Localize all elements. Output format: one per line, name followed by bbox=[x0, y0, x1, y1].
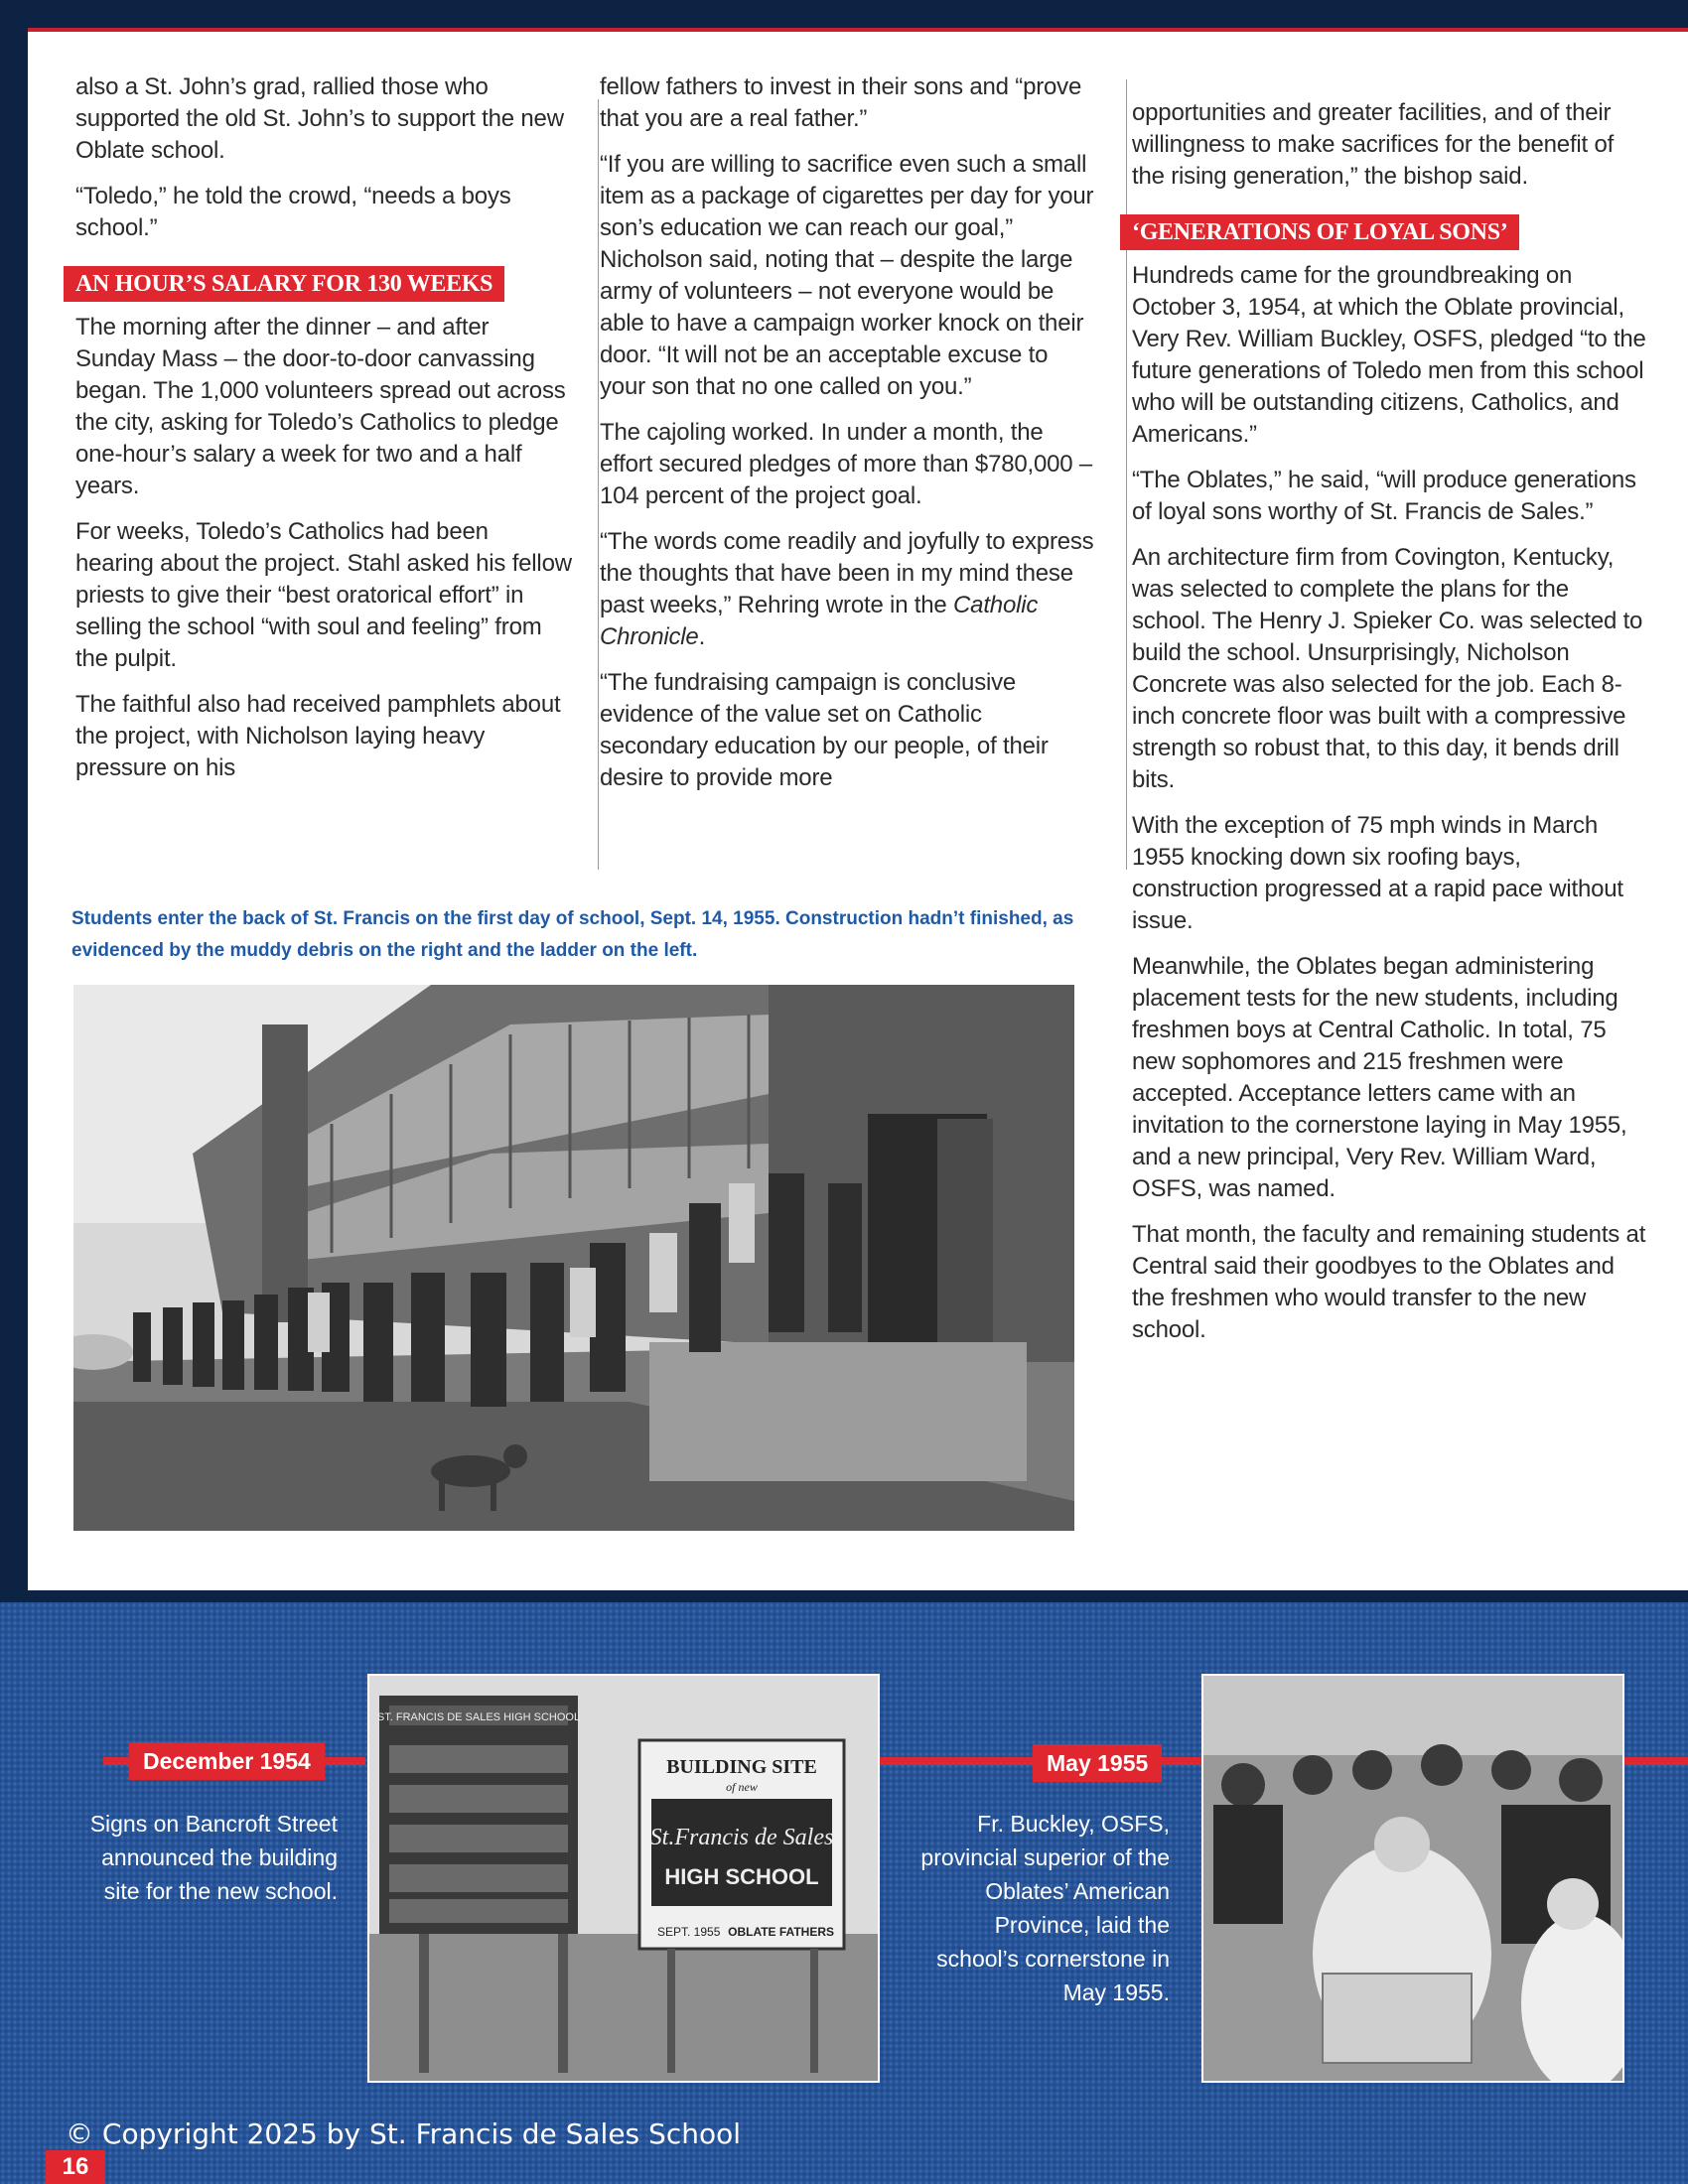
sign-text: ST. FRANCIS DE SALES HIGH SCHOOL bbox=[376, 1711, 581, 1723]
timeline-caption: Signs on Bancroft Street announced the building site for the new school. bbox=[89, 1811, 338, 1904]
paragraph: “The fundraising campaign is conclusive evidence of the value set on Catholic secondary education by our people, of their desire to provide more bbox=[600, 669, 1049, 791]
photo-caption: Students enter the back of St. Francis on the first day of school, Sept. 14, 1955. Construction hadn’t finished, as evidenced by the muddy debris on the right and the ladder on the left. bbox=[71, 908, 1074, 961]
paragraph: Hundreds came for the groundbreaking on October 3, 1954, at which the Oblate provincial, Very Rev. William Buckley, OSFS, pledged “to the future generations of Toledo men from this school who will be outstanding citizens, Catholics, and Americans.” bbox=[1132, 262, 1646, 448]
paragraph: The morning after the dinner – and after Sunday Mass – the door-to-door canvassing began. The 1,000 volunteers spread out across the city, asking for Toledo’s Catholics to pledge one-hour’s salary a week for two and a half years. bbox=[75, 314, 566, 499]
paragraph-text: “The words come readily and joyfully to express the thoughts that have been in my mind these past weeks,” Rehring wrote in the bbox=[600, 528, 1094, 618]
article-column-3 bbox=[1132, 97, 1648, 1360]
sign-text: of new bbox=[726, 1780, 758, 1794]
column-divider bbox=[598, 99, 599, 870]
photo-illustration bbox=[369, 1676, 878, 2081]
paragraph: “The Oblates,” he said, “will produce generations of loyal sons worthy of St. Francis de Sales.” bbox=[1132, 467, 1636, 525]
timeline-line bbox=[1620, 1757, 1688, 1765]
sign-text: OBLATE FATHERS bbox=[728, 1925, 834, 1939]
paragraph: “Toledo,” he told the crowd, “needs a boys school.” bbox=[75, 183, 511, 241]
column-divider bbox=[1126, 79, 1127, 870]
timeline-date-may-1955: May 1955 bbox=[1033, 1744, 1162, 1782]
sign-school-name: St.Francis de Sales bbox=[649, 1825, 834, 1850]
sign-title: BUILDING SITE bbox=[666, 1756, 817, 1778]
sign-text: SEPT. 1955 bbox=[657, 1925, 721, 1939]
paragraph: Meanwhile, the Oblates began administering placement tests for the new students, including freshmen boys at Central Catholic. In total, 75 new sophomores and 215 freshmen were accepted. Acceptance letters came with an invitation to the cornerstone laying in May 1955, and a new principal, Very Rev. William Ward, OSFS, was named. bbox=[1132, 953, 1627, 1202]
timeline-caption: Fr. Buckley, OSFS, provincial superior of the Oblates’ American Province, laid the school’s cornerstone in May 1955. bbox=[920, 1811, 1170, 2005]
section-heading: AN HOUR’S SALARY FOR 130 WEEKS bbox=[64, 266, 504, 302]
paragraph: With the exception of 75 mph winds in March 1955 knocking down six roofing bays, construction progressed at a rapid pace without issue. bbox=[1132, 812, 1623, 934]
paragraph: That month, the faculty and remaining students at Central said their goodbyes to the Oblates and the freshmen who would transfer to the new school. bbox=[1132, 1221, 1646, 1343]
photo-illustration bbox=[73, 985, 1074, 1531]
paragraph: “If you are willing to sacrifice even such a small item as a package of cigarettes per day for your son’s education we can reach our goal,” Nicholson said, noting that – despite the large army of volunteers – not everyone would be able to have a campaign worker knock on their door. “It will not be an acceptable excuse to your son that no one called on you.” bbox=[600, 151, 1094, 400]
paragraph: opportunities and greater facilities, and of their willingness to make sacrifices for the benefit of the rising generation,” the bishop said. bbox=[1132, 99, 1615, 190]
sign-school-name: HIGH SCHOOL bbox=[664, 1864, 819, 1889]
photo-illustration bbox=[1203, 1676, 1622, 2081]
main-photo-students-entering bbox=[73, 985, 1074, 1531]
timeline-date-december-1954: December 1954 bbox=[129, 1742, 325, 1780]
paragraph bbox=[600, 526, 1096, 653]
publication-name: Catholic Chronicle bbox=[600, 592, 1039, 650]
paragraph: For weeks, Toledo’s Catholics had been hearing about the project. Stahl asked his fellow priests to give their “best oratorical effort” in selling the school “with soul and feeling” from the pulpit. bbox=[75, 518, 572, 672]
section-heading: ‘GENERATIONS OF LOYAL SONS’ bbox=[1120, 214, 1519, 250]
photo-building-site-signs bbox=[367, 1674, 880, 2083]
paragraph: An architecture firm from Covington, Kentucky, was selected to complete the plans for the school. The Henry J. Spieker Co. was selected to build the school. Unsurprisingly, Nicholson Concrete was also selected for the job. Each 8-inch concrete floor was built with a compressive strength so robust that, to this day, it bends drill bits. bbox=[1132, 544, 1643, 793]
article-column-2 bbox=[600, 71, 1096, 808]
paragraph: The faithful also had received pamphlets about the project, with Nicholson laying heavy pressure on his bbox=[75, 691, 561, 781]
copyright-notice: © Copyright 2025 by St. Francis de Sales School bbox=[66, 2117, 741, 2150]
paragraph: fellow fathers to invest in their sons and “prove that you are a real father.” bbox=[600, 73, 1082, 132]
paragraph: The cajoling worked. In under a month, the effort secured pledges of more than $780,000 – 104 percent of the project goal. bbox=[600, 419, 1093, 509]
photo-cornerstone-laying bbox=[1201, 1674, 1624, 2083]
page-number: 16 bbox=[46, 2150, 105, 2184]
paragraph-text: . bbox=[698, 623, 706, 650]
article-column-1 bbox=[75, 71, 572, 798]
paragraph: also a St. John’s grad, rallied those who supported the old St. John’s to support the new Oblate school. bbox=[75, 73, 564, 164]
